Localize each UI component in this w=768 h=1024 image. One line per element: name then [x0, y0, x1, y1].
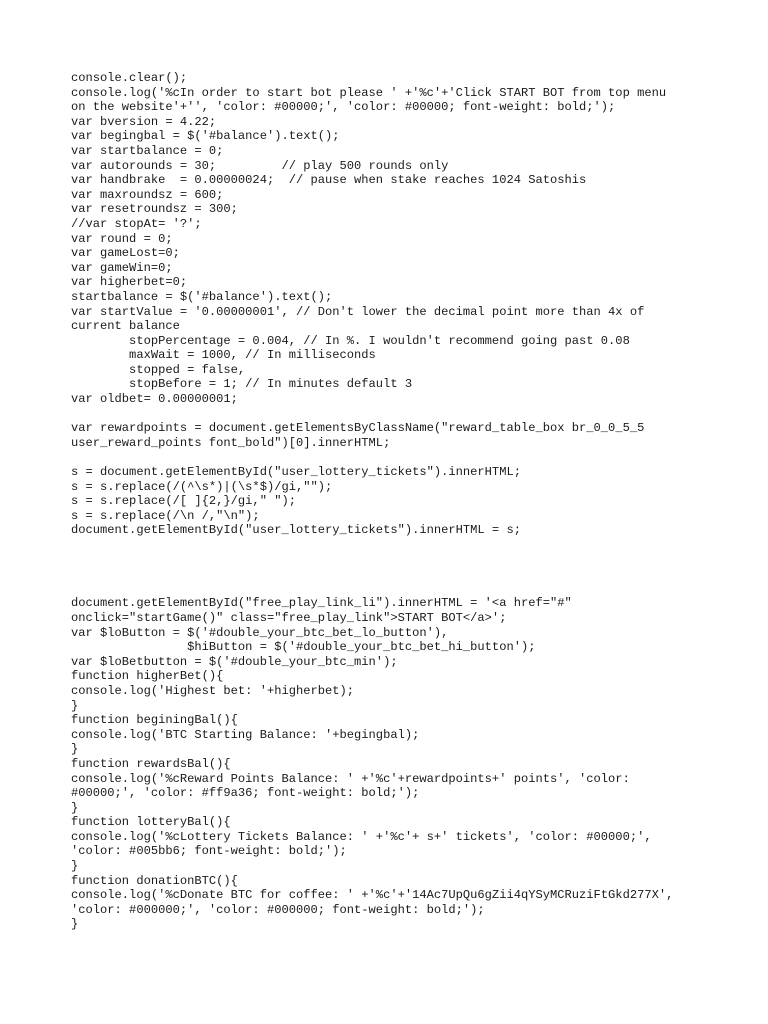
code-line: console.log('%cDonate BTC for coffee: ' +'%c'+'14Ac7UpQu6gZii4qYSyMCRuziFtGkd277X', [71, 888, 674, 903]
code-line: var maxroundsz = 600; [71, 187, 224, 202]
code-line: var round = 0; [71, 231, 173, 246]
code-line: function rewardsBal(){ [71, 756, 231, 771]
code-line: 'color: #000000;', 'color: #000000; font-weight: bold;'); [71, 902, 485, 917]
code-line: //var stopAt= '?'; [71, 216, 202, 231]
code-line: } [71, 698, 79, 713]
code-line: function donationBTC(){ [71, 873, 238, 888]
code-line: console.clear(); [71, 71, 188, 85]
code-line: user_reward_points font_bold")[0].innerHTML; [71, 435, 391, 450]
code-line: console.log('%cReward Points Balance: ' +'%c'+rewardpoints+' points', 'color: [71, 771, 630, 786]
code-line: 'color: #005bb6; font-weight: bold;'); [71, 844, 347, 859]
code-line: console.log('BTC Starting Balance: '+begingbal); [71, 727, 420, 742]
code-line: var begingbal = $('#balance').text(); [71, 129, 340, 144]
code-line: var startbalance = 0; [71, 143, 224, 158]
code-line: stopPercentage = 0.004, // In %. I wouldn't recommend going past 0.08 [71, 333, 630, 348]
code-line: onclick="startGame()" class="free_play_link">START BOT</a>'; [71, 610, 507, 625]
code-listing [71, 71, 711, 932]
code-line: var $loButton = $('#double_your_btc_bet_lo_button'), [71, 625, 449, 640]
code-line: function beginingBal(){ [71, 713, 238, 728]
code-line: var handbrake = 0.00000024; // pause when stake reaches 1024 Satoshis [71, 173, 587, 188]
code-line: startbalance = $('#balance').text(); [71, 289, 333, 304]
code-line: var rewardpoints = document.getElementsByClassName("reward_table_box br_0_0_5_5 [71, 421, 645, 436]
code-line: console.log('%cIn order to start bot please ' +'%c'+'Click START BOT from top menu [71, 85, 667, 100]
code-line: var gameWin=0; [71, 260, 173, 275]
code-line: $hiButton = $('#double_your_btc_bet_hi_button'); [71, 640, 536, 655]
code-line: current balance [71, 319, 180, 334]
code-line: var autorounds = 30; // play 500 rounds only [71, 158, 449, 173]
code-line [71, 582, 711, 597]
code-line [71, 450, 711, 465]
code-line: } [71, 859, 79, 874]
code-line: var bversion = 4.22; [71, 114, 217, 129]
code-line: var oldbet= 0.00000001; [71, 392, 238, 407]
code-line: console.log('%cLottery Tickets Balance: ' +'%c'+ s+' tickets', 'color: #00000;', [71, 829, 652, 844]
code-line: stopBefore = 1; // In minutes default 3 [71, 377, 413, 392]
code-line: stopped = false, [71, 362, 246, 377]
code-line: } [71, 800, 79, 815]
code-line [71, 407, 711, 422]
code-line [71, 553, 711, 568]
code-line [71, 567, 711, 582]
code-line: document.getElementById("free_play_link_li").innerHTML = '<a href="#" [71, 596, 572, 611]
code-line: s = s.replace(/\n /,"\n"); [71, 508, 260, 523]
code-line: var gameLost=0; [71, 246, 180, 261]
code-line: var startValue = '0.00000001', // Don't lower the decimal point more than 4x of [71, 304, 645, 319]
code-line: } [71, 742, 79, 757]
code-line: maxWait = 1000, // In milliseconds [71, 348, 376, 363]
code-line: var resetroundsz = 300; [71, 202, 238, 217]
code-line: s = s.replace(/[ ]{2,}/gi," "); [71, 494, 296, 509]
code-line: console.log('Highest bet: '+higherbet); [71, 683, 355, 698]
code-line: s = s.replace(/(^\s*)|(\s*$)/gi,""); [71, 479, 333, 494]
code-line: document.getElementById("user_lottery_tickets").innerHTML = s; [71, 523, 521, 538]
code-line: on the website'+'', 'color: #00000;', 'color: #00000; font-weight: bold;'); [71, 100, 616, 115]
code-line: #00000;', 'color: #ff9a36; font-weight: bold;'); [71, 786, 420, 801]
code-line: function lotteryBal(){ [71, 815, 231, 830]
code-line: s = document.getElementById("user_lottery_tickets").innerHTML; [71, 465, 521, 480]
code-line [71, 538, 711, 553]
code-line: } [71, 917, 79, 932]
code-line: var $loBetbutton = $('#double_your_btc_min'); [71, 654, 398, 669]
code-line: var higherbet=0; [71, 275, 188, 290]
code-line: function higherBet(){ [71, 669, 224, 684]
